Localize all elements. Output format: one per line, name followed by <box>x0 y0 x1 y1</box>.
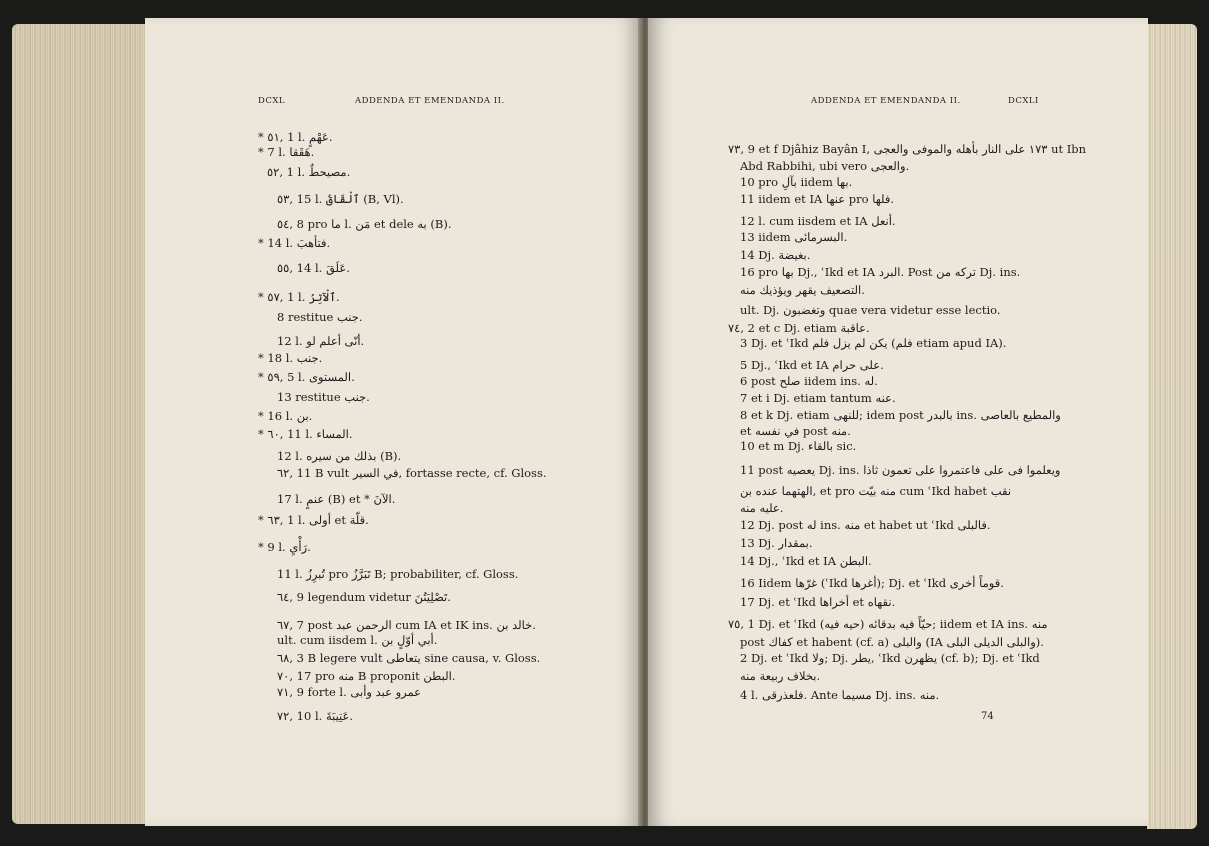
left-header-title: ADDENDA ET EMENDANDA II. <box>355 96 505 106</box>
left-text-line: ٦٨, 3 B legere vult يتعاطى sine causa, v. Gloss. <box>277 651 541 665</box>
right-page <box>648 18 1148 826</box>
left-text-line: ٧٢, 10 l. عَتِيبَةَ. <box>277 709 354 723</box>
right-text-line: عليه منه. <box>740 501 784 515</box>
left-page <box>145 18 641 826</box>
left-text-line: ٧٠, 17 pro منه B proponit البطن. <box>277 669 456 683</box>
right-text-line: et في نفسه post منه. <box>740 424 851 438</box>
left-text-line: ٥٤, 8 pro ما l. مَن et dele به (B). <box>277 217 452 231</box>
left-text-line: * 14 l. فتأهبَ. <box>258 236 331 250</box>
open-book <box>12 18 1197 838</box>
left-text-line: * ٥١, 1 l. عَهْمٍ. <box>258 130 333 144</box>
right-text-line: 8 et k Dj. etiam للنهى; idem post بالبدر ins. والمطيع بالعاصى <box>740 408 1061 422</box>
right-header-title: ADDENDA ET EMENDANDA II. <box>811 96 961 106</box>
page-number: 74 <box>981 711 994 722</box>
right-text-line: 6 post صلح iidem ins. له. <box>740 374 878 388</box>
right-text-line: post كفاك et habent (cf. a) والبلى (IA والبلى الديلى البلى). <box>740 635 1044 649</box>
left-text-line: * ٦٣, 1 l. أولى et قلّة. <box>258 513 369 527</box>
right-text-line: 3 Dj. et ʿIkd يكن لم يزل فلم (فلم etiam apud IA). <box>740 336 1007 350</box>
left-text-line: ult. cum iisdem l. أبي أوّلٍ بن. <box>277 633 438 647</box>
right-text-line: 5 Dj., ʿIkd et IA على حرام. <box>740 358 884 372</box>
right-text-line: 2 Dj. et ʿIkd ولا; Dj. يطر, ʿIkd يظهرن (cf. b); Dj. et ʿIkd <box>740 651 1040 665</box>
right-text-line: 17 Dj. et ʿIkd أخراها et نقهاه. <box>740 595 896 609</box>
left-text-line: ٦٢, 11 B vult في السير, fortasse recte, cf. Gloss. <box>277 466 547 480</box>
page-edges-left <box>12 24 162 824</box>
right-text-line: 12 Dj. post له ins. منه et habet ut ʿIkd فالبلى. <box>740 518 991 532</box>
left-text-line: 12 l. بذلك من سيره (B). <box>277 449 402 463</box>
left-text-line: 8 restitue جنب. <box>277 310 363 324</box>
right-text-line: 14 Dj. بغيضة. <box>740 248 811 262</box>
right-text-line: 7 et i Dj. etiam tantum عنه. <box>740 391 896 405</box>
left-text-line: ٧١, 9 forte l. عمرو عبد وأبى <box>277 685 422 699</box>
right-text-line: 13 Dj. بمقدار. <box>740 536 813 550</box>
left-text-line: ٥٥, 14 l. عَلَقَ. <box>277 261 350 275</box>
left-text-line: * 18 l. جنب. <box>258 351 323 365</box>
left-text-line: * ٥٩, 5 l. المستوى. <box>258 370 355 384</box>
left-text-line: * ٥٧, 1 l. ٱلْآتِرُ. <box>258 290 340 304</box>
left-text-line: * 7 l. هَقَقا. <box>258 145 315 159</box>
right-text-line: 10 pro بآلِ iidem بها. <box>740 175 853 189</box>
left-text-line: 12 l. أنّى أعلم لو. <box>277 334 365 348</box>
left-text-line: * 9 l. رَأْيِ. <box>258 540 311 554</box>
right-text-line: ٧٥, 1 Dj. et ʿIkd (حيه فيه) حيّاً فيه بدقائه; iidem et IA ins. منه <box>728 617 1048 631</box>
right-text-line: 10 et m Dj. بالقاء sic. <box>740 439 857 453</box>
right-text-line: 12 l. cum iisdem et IA أنعل. <box>740 214 896 228</box>
right-text-line: 11 post يعصيه Dj. ins. ويعلموا فى على فاعتمروا على تعمون ثاذا <box>740 463 1061 477</box>
right-text-line: الهتهما عنده بن, et pro منه بيّت cum ʿIkd habet نقب <box>740 484 1012 498</box>
right-text-line: 11 iidem et IA عنها pro فلها. <box>740 192 894 206</box>
left-text-line: 17 l. عنمٍ (B) et * الآنَ. <box>277 492 396 506</box>
left-text-line: ٥٣, 15 l. ٱلْقَاقُ (B, Vl). <box>277 192 404 206</box>
left-header-number: DCXL <box>258 96 286 106</box>
right-text-line: 4 l. فلعذرقى. Ante مسيما Dj. ins. منه. <box>740 688 940 702</box>
left-text-line: ٦٧, 7 post الرحمن عبد cum IA et IK ins. خالد بن. <box>277 618 536 632</box>
right-text-line: بخلاف ربيعة منه. <box>740 669 821 683</box>
right-text-line: Abd Rabbihi, ubi vero والعجى. <box>740 159 910 173</box>
right-text-line: 16 Iidem غرّها (ʿIkd أغرها); Dj. et ʿIkd قوماً أخرى. <box>740 576 1004 590</box>
right-header-number: DCXLI <box>1008 96 1039 106</box>
page-edges-right <box>1147 24 1197 829</box>
right-text-line: 14 Dj., ʿIkd et IA البطن. <box>740 554 872 568</box>
left-text-line: 13 restitue جنب. <box>277 390 370 404</box>
left-text-line: ٥٢, 1 l. مصيحطٌ. <box>267 165 351 179</box>
right-text-line: ult. Dj. وتغضبون quae vera videtur esse lectio. <box>740 303 1001 317</box>
left-text-line: ٦٤, 9 legendum videtur تَصْلِيَتُنَ. <box>277 590 451 604</box>
left-text-line: * ٦٠, 11 l. المساء. <box>258 427 353 441</box>
right-text-line: ٧٣, 9 et f Djâhiz Bayân I, ١٧٣ على النار بأهله والموفى والعجى ut Ibn <box>728 142 1087 156</box>
left-text-line: * 16 l. بن. <box>258 409 313 423</box>
left-text-line: 11 l. تُبرِزُ pro تَبَرَّزُ B; probabiliter, cf. Gloss. <box>277 567 519 581</box>
right-text-line: ٧٤, 2 et c Dj. etiam عاقبة. <box>728 321 870 335</box>
right-text-line: التصعيف يقهر ويؤذيك منه. <box>740 283 865 297</box>
right-text-line: 16 pro بها Dj., ʿIkd et IA البرد. Post تركه من Dj. ins. <box>740 265 1021 279</box>
right-text-line: 13 iidem البسرمائى. <box>740 230 848 244</box>
